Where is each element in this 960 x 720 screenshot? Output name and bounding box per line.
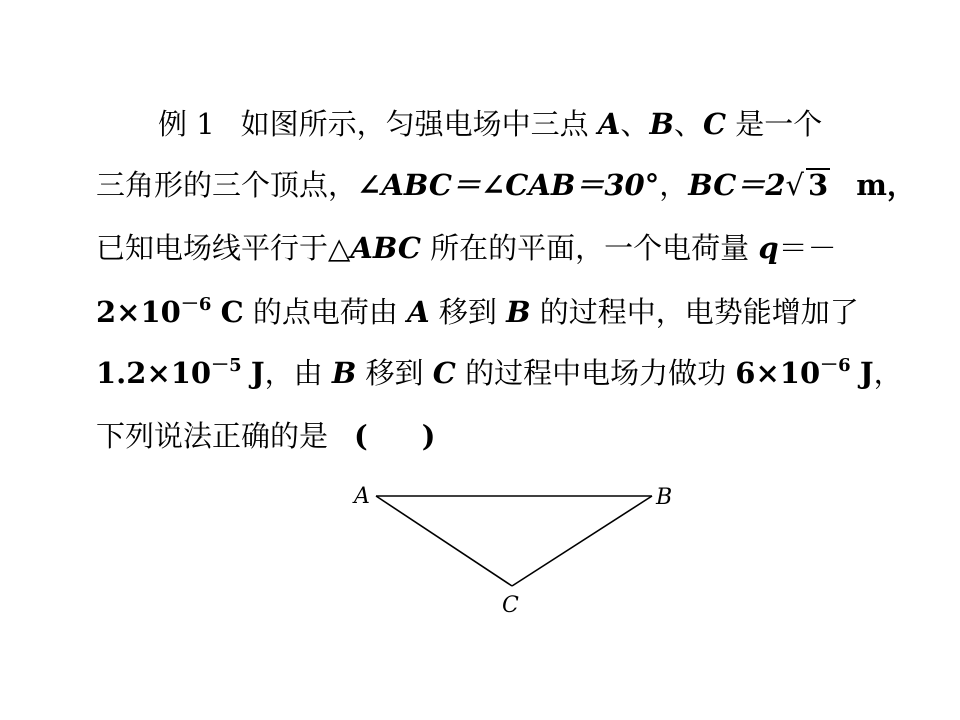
vertex-label-b: B [656, 485, 673, 510]
point-a: A [597, 107, 621, 141]
energy-coefficient: 1.2×10 [96, 356, 212, 390]
point-c: C [432, 356, 456, 390]
separator: ， [873, 356, 903, 390]
charge-coefficient: 2×10 [96, 295, 181, 329]
point-b: B [331, 356, 357, 390]
triangle-figure [340, 470, 700, 620]
equals-minus: ＝－ [778, 231, 837, 265]
edge-ac [376, 496, 512, 586]
problem-line-4 [96, 292, 886, 337]
problem-number: 例 1 [158, 107, 215, 141]
problem-line-6 [96, 416, 886, 456]
unit-c: C [220, 295, 244, 329]
separator: ， [659, 168, 689, 202]
charge-q: q [758, 231, 779, 265]
text: 的过程中电场力做功 [455, 356, 736, 390]
work-coefficient: 6×10 [735, 356, 821, 390]
problem-line-5 [96, 353, 903, 398]
energy-exponent: －5 [211, 355, 242, 376]
text: 移到 [356, 356, 433, 390]
unit-m: m， [856, 168, 916, 202]
problem-line-1 [158, 104, 948, 144]
answer-paren-close: ) [421, 419, 436, 453]
work-exponent: －6 [820, 355, 851, 376]
point-b: B [506, 295, 531, 329]
angle-equation: ∠ABC＝∠CAB＝30° [357, 168, 660, 202]
vertex-label-a: A [354, 484, 370, 509]
text: 是一个 [726, 107, 823, 141]
point-b: B [649, 107, 674, 141]
separator: 、 [673, 107, 703, 141]
text: ，由 [264, 356, 332, 390]
unit-j: J [250, 356, 265, 390]
text: 三角形的三个顶点， [96, 168, 358, 202]
text: 已知电场线平行于 [96, 231, 329, 265]
sqrt-value: 3 [808, 168, 829, 202]
point-c: C [702, 107, 727, 141]
edge-bc [512, 496, 652, 586]
separator: 、 [620, 107, 650, 141]
unit-j: J [859, 356, 874, 390]
text: 所在的平面，一个电荷量 [420, 231, 759, 265]
problem-line-2 [96, 165, 916, 205]
question-text: 下列说法正确的是 [96, 419, 329, 453]
point-a: A [407, 295, 430, 329]
problem-line-3 [96, 228, 886, 268]
sqrt-icon: √ [785, 168, 805, 202]
bc-equation: BC＝2 [688, 168, 786, 202]
triangle-abc: △ABC [328, 231, 421, 265]
answer-paren-open: ( [354, 419, 368, 453]
text: 的点电荷由 [243, 295, 408, 329]
intro-text: 如图所示，匀强电场中三点 [240, 107, 598, 141]
text: 的过程中，电势能增加了 [530, 295, 859, 329]
charge-exponent: －6 [180, 294, 212, 315]
text: 移到 [429, 295, 507, 329]
vertex-label-c: C [502, 593, 519, 618]
